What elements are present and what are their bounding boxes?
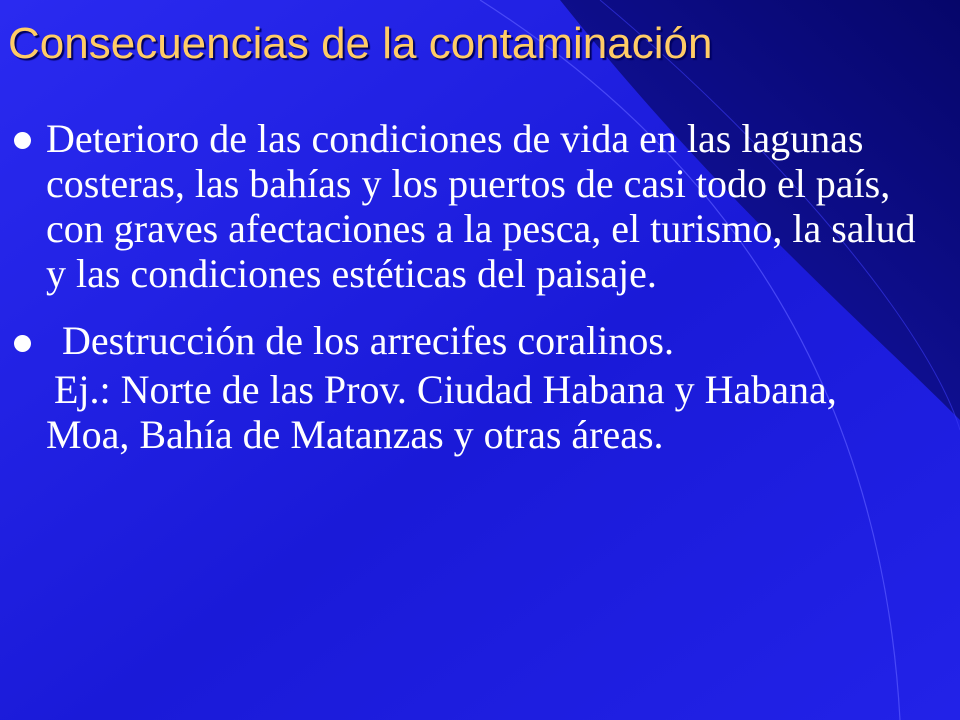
bullet-dot-icon bbox=[14, 335, 31, 352]
slide-title: Consecuencias de la contaminación bbox=[8, 19, 713, 68]
example-text: Ej.: Norte de las Prov. Ciudad Habana y Habana, Moa, Bahía de Matanzas y otras áreas. bbox=[46, 367, 837, 457]
slide-content bbox=[0, 116, 930, 457]
bullet-item bbox=[0, 116, 930, 296]
bullet-text: Deterioro de las condiciones de vida en las lagunas costeras, las bahías y los puertos de casi todo el país, con graves afectaciones a la pesca, el turismo, la salud y las condiciones estéticas del paisaje. bbox=[46, 116, 916, 296]
bullet-dot-icon bbox=[14, 132, 31, 149]
bullet-text: Destrucción de los arrecifes coralinos. bbox=[62, 318, 674, 363]
bullet-item bbox=[0, 318, 930, 363]
